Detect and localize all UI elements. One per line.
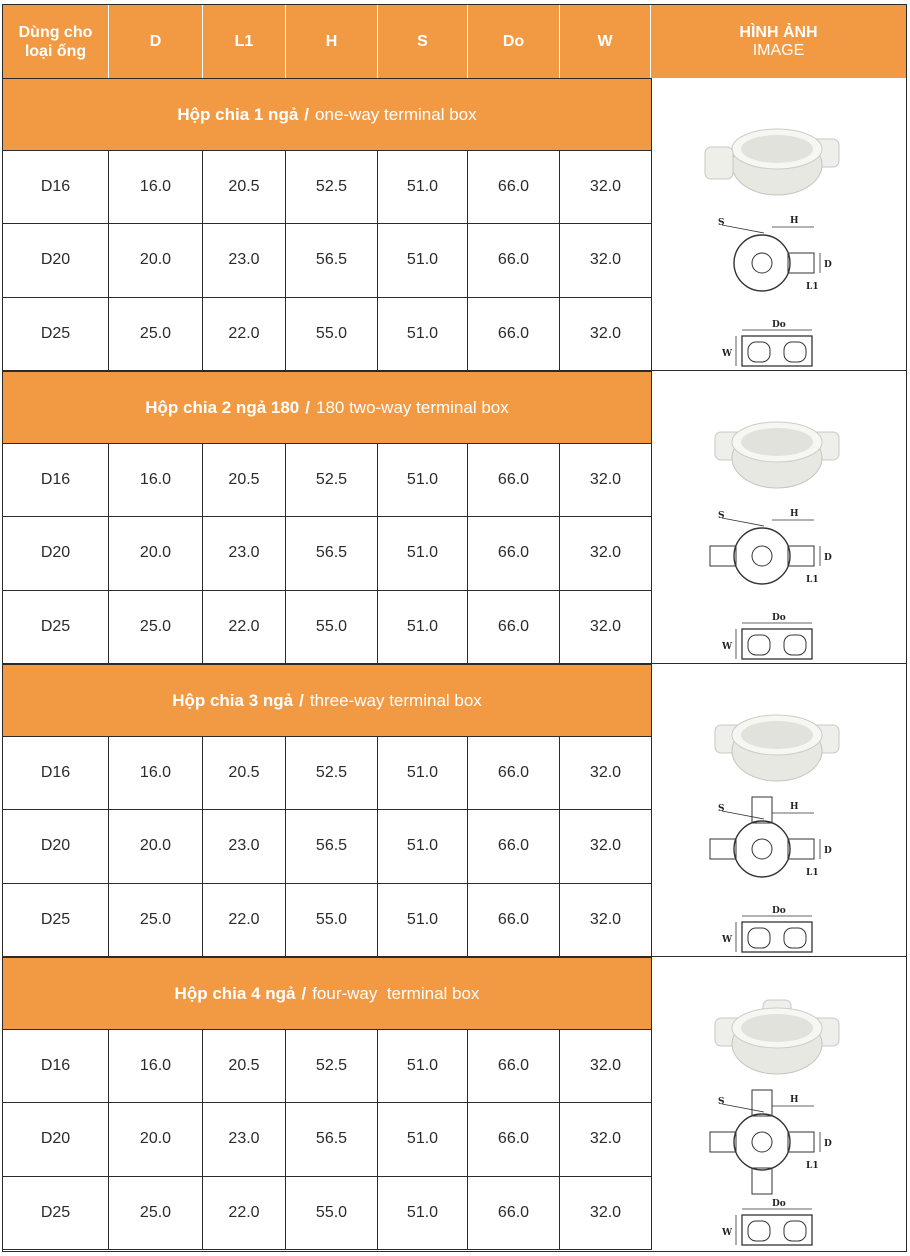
pipe-size-cell: D25 — [3, 884, 109, 957]
header-col-s: S — [378, 5, 468, 78]
outline-circle — [734, 1114, 790, 1170]
center-hole — [752, 839, 772, 859]
pipe-size-cell: D16 — [3, 737, 109, 810]
side-port-right — [784, 635, 806, 655]
label-s: S — [718, 1097, 725, 1107]
label-h: H — [790, 1095, 799, 1105]
product-photo — [705, 129, 839, 195]
side-view-drawing — [721, 1199, 812, 1245]
value-cell-l1: 23.0 — [203, 1103, 286, 1176]
value-cell-h: 52.5 — [286, 737, 378, 810]
group-title-en: three-way terminal box — [309, 690, 482, 710]
label-w: W — [722, 642, 733, 652]
value-cell-w: 32.0 — [560, 151, 651, 224]
value-cell-h: 52.5 — [286, 444, 378, 517]
value-cell-d: 25.0 — [109, 1177, 203, 1250]
side-port-left — [748, 635, 770, 655]
value-cell-do: 66.0 — [468, 810, 560, 883]
label-h: H — [790, 802, 799, 812]
group-title-separator: / — [301, 983, 307, 1003]
value-cell-h: 55.0 — [286, 1177, 378, 1250]
value-cell-d: 20.0 — [109, 517, 203, 590]
pipe-size-cell: D16 — [3, 1030, 109, 1103]
outlet-bottom — [752, 1168, 772, 1194]
product-image — [652, 664, 907, 957]
value-cell-do: 66.0 — [468, 884, 560, 957]
dim-s-line — [722, 518, 764, 526]
dim-s-line — [722, 1104, 764, 1112]
value-cell-s: 51.0 — [378, 1030, 468, 1103]
label-s: S — [718, 511, 725, 521]
box-inner — [741, 135, 813, 163]
value-cell-do: 66.0 — [468, 1103, 560, 1176]
outlet-right — [788, 839, 814, 859]
top-view-drawing — [718, 216, 832, 292]
value-cell-d: 16.0 — [109, 151, 203, 224]
pipe-size-cell: D25 — [3, 591, 109, 664]
value-cell-d: 20.0 — [109, 224, 203, 297]
dim-s-line — [722, 811, 764, 819]
box-inner — [741, 721, 813, 749]
pipe-size-cell: D16 — [3, 444, 109, 517]
value-cell-do: 66.0 — [468, 1030, 560, 1103]
value-cell-s: 51.0 — [378, 151, 468, 224]
value-cell-l1: 20.5 — [203, 151, 286, 224]
value-cell-do: 66.0 — [468, 444, 560, 517]
product-image-cell — [651, 957, 906, 1250]
value-cell-d: 20.0 — [109, 1103, 203, 1176]
top-view-drawing — [710, 509, 832, 585]
pipe-size-cell: D20 — [3, 517, 109, 590]
outlet-left — [710, 839, 736, 859]
terminal-box-spec-table — [2, 4, 907, 1252]
top-view-drawing — [710, 797, 832, 878]
value-cell-l1: 20.5 — [203, 1030, 286, 1103]
group-title-separator: / — [299, 690, 304, 710]
label-h: H — [790, 509, 799, 519]
group-title-vi: Hộp chia 1 ngả — [177, 104, 299, 124]
label-w: W — [722, 935, 733, 945]
pipe-size-cell: D25 — [3, 1177, 109, 1250]
value-cell-s: 51.0 — [378, 737, 468, 810]
product-image — [652, 371, 907, 664]
group-title-vi: Hộp chia 4 ngả — [174, 983, 296, 1003]
value-cell-l1: 22.0 — [203, 1177, 286, 1250]
group-title-separator: / — [305, 397, 310, 417]
value-cell-do: 66.0 — [468, 298, 560, 371]
header-image — [651, 5, 906, 78]
value-cell-s: 51.0 — [378, 224, 468, 297]
value-cell-h: 52.5 — [286, 151, 378, 224]
product-photo — [715, 422, 839, 488]
group-title — [3, 957, 651, 1030]
label-d: D — [824, 1139, 832, 1149]
value-cell-w: 32.0 — [560, 444, 651, 517]
label-d: D — [824, 846, 832, 856]
header-col-l1: L1 — [203, 5, 286, 78]
value-cell-h: 52.5 — [286, 1030, 378, 1103]
value-cell-do: 66.0 — [468, 517, 560, 590]
side-port-right — [784, 928, 806, 948]
group-title-en: four-way terminal box — [312, 983, 480, 1003]
value-cell-w: 32.0 — [560, 1177, 651, 1250]
value-cell-w: 32.0 — [560, 737, 651, 810]
outlet-right — [788, 253, 814, 273]
value-cell-l1: 22.0 — [203, 884, 286, 957]
label-s: S — [718, 218, 725, 228]
value-cell-h: 55.0 — [286, 298, 378, 371]
value-cell-l1: 22.0 — [203, 591, 286, 664]
value-cell-s: 51.0 — [378, 810, 468, 883]
value-cell-s: 51.0 — [378, 1177, 468, 1250]
pipe-size-cell: D20 — [3, 1103, 109, 1176]
value-cell-d: 25.0 — [109, 884, 203, 957]
label-d: D — [824, 260, 832, 270]
value-cell-d: 25.0 — [109, 298, 203, 371]
value-cell-d: 16.0 — [109, 444, 203, 517]
box-inner — [741, 1014, 813, 1042]
value-cell-l1: 23.0 — [203, 224, 286, 297]
label-w: W — [722, 349, 733, 359]
label-do: Do — [772, 320, 786, 330]
value-cell-w: 32.0 — [560, 1103, 651, 1176]
value-cell-h: 56.5 — [286, 1103, 378, 1176]
top-view-drawing — [710, 1090, 832, 1194]
side-port-left — [748, 928, 770, 948]
product-photo — [715, 1000, 839, 1074]
value-cell-do: 66.0 — [468, 224, 560, 297]
group-title-vi: Hộp chia 3 ngả — [172, 690, 294, 710]
label-do: Do — [772, 613, 786, 623]
group-title-en: one-way terminal box — [315, 104, 477, 124]
value-cell-do: 66.0 — [468, 737, 560, 810]
outline-circle — [734, 235, 790, 291]
side-port-left — [748, 342, 770, 362]
side-view-drawing — [721, 906, 812, 952]
pipe-outlet — [705, 147, 733, 179]
value-cell-w: 32.0 — [560, 591, 651, 664]
pipe-size-cell: D20 — [3, 224, 109, 297]
label-do: Do — [772, 1199, 786, 1209]
value-cell-w: 32.0 — [560, 1030, 651, 1103]
header-col-do: Do — [468, 5, 560, 78]
product-image — [652, 78, 907, 371]
value-cell-do: 66.0 — [468, 151, 560, 224]
value-cell-s: 51.0 — [378, 1103, 468, 1176]
group-title-vi: Hộp chia 2 ngả 180 — [145, 397, 300, 417]
outlet-top — [752, 1090, 772, 1116]
header-image-en: IMAGE — [752, 41, 805, 59]
value-cell-l1: 23.0 — [203, 810, 286, 883]
group-title — [3, 78, 651, 151]
pipe-size-cell: D20 — [3, 810, 109, 883]
pipe-size-cell: D25 — [3, 298, 109, 371]
group-title-en: 180 two-way terminal box — [315, 397, 509, 417]
header-col-d: D — [109, 5, 203, 78]
product-image-cell — [651, 664, 906, 957]
label-l1: L1 — [806, 1161, 819, 1171]
label-l1: L1 — [806, 868, 819, 878]
value-cell-d: 25.0 — [109, 591, 203, 664]
value-cell-l1: 20.5 — [203, 737, 286, 810]
label-do: Do — [772, 906, 786, 916]
header-pipe-type: Dùng cho loại ống — [3, 5, 109, 78]
value-cell-h: 55.0 — [286, 591, 378, 664]
value-cell-w: 32.0 — [560, 810, 651, 883]
product-photo — [715, 715, 839, 781]
value-cell-h: 55.0 — [286, 884, 378, 957]
value-cell-s: 51.0 — [378, 591, 468, 664]
value-cell-d: 16.0 — [109, 737, 203, 810]
value-cell-h: 56.5 — [286, 810, 378, 883]
value-cell-s: 51.0 — [378, 444, 468, 517]
product-image-cell — [651, 371, 906, 664]
value-cell-do: 66.0 — [468, 591, 560, 664]
box-inner — [741, 428, 813, 456]
outlet-top — [752, 797, 772, 823]
label-w: W — [722, 1228, 733, 1238]
value-cell-w: 32.0 — [560, 517, 651, 590]
pipe-size-cell: D16 — [3, 151, 109, 224]
label-h: H — [790, 216, 799, 226]
side-view-drawing — [721, 613, 812, 659]
outline-circle — [734, 528, 790, 584]
value-cell-w: 32.0 — [560, 224, 651, 297]
value-cell-s: 51.0 — [378, 884, 468, 957]
value-cell-l1: 22.0 — [203, 298, 286, 371]
outlet-left — [710, 1132, 736, 1152]
value-cell-s: 51.0 — [378, 517, 468, 590]
center-hole — [752, 546, 772, 566]
label-d: D — [824, 553, 832, 563]
side-port-right — [784, 342, 806, 362]
value-cell-h: 56.5 — [286, 224, 378, 297]
value-cell-l1: 23.0 — [203, 517, 286, 590]
side-port-left — [748, 1221, 770, 1241]
product-image-cell — [651, 78, 906, 371]
outlet-left — [710, 546, 736, 566]
header-col-h: H — [286, 5, 378, 78]
outline-circle — [734, 821, 790, 877]
label-s: S — [718, 804, 725, 814]
product-image — [652, 957, 907, 1250]
side-view-drawing — [721, 320, 812, 366]
dim-s-line — [722, 225, 764, 233]
header-image-vi: HÌNH ẢNH — [739, 23, 818, 41]
center-hole — [752, 1132, 772, 1152]
value-cell-do: 66.0 — [468, 1177, 560, 1250]
label-l1: L1 — [806, 575, 819, 585]
value-cell-h: 56.5 — [286, 517, 378, 590]
group-title-separator: / — [304, 104, 310, 124]
outlet-right — [788, 546, 814, 566]
label-l1: L1 — [806, 282, 819, 292]
value-cell-d: 20.0 — [109, 810, 203, 883]
outlet-right — [788, 1132, 814, 1152]
value-cell-l1: 20.5 — [203, 444, 286, 517]
value-cell-w: 32.0 — [560, 298, 651, 371]
value-cell-s: 51.0 — [378, 298, 468, 371]
value-cell-w: 32.0 — [560, 884, 651, 957]
group-title — [3, 664, 651, 737]
group-title — [3, 371, 651, 444]
header-col-w: W — [560, 5, 651, 78]
value-cell-d: 16.0 — [109, 1030, 203, 1103]
side-port-right — [784, 1221, 806, 1241]
center-hole — [752, 253, 772, 273]
